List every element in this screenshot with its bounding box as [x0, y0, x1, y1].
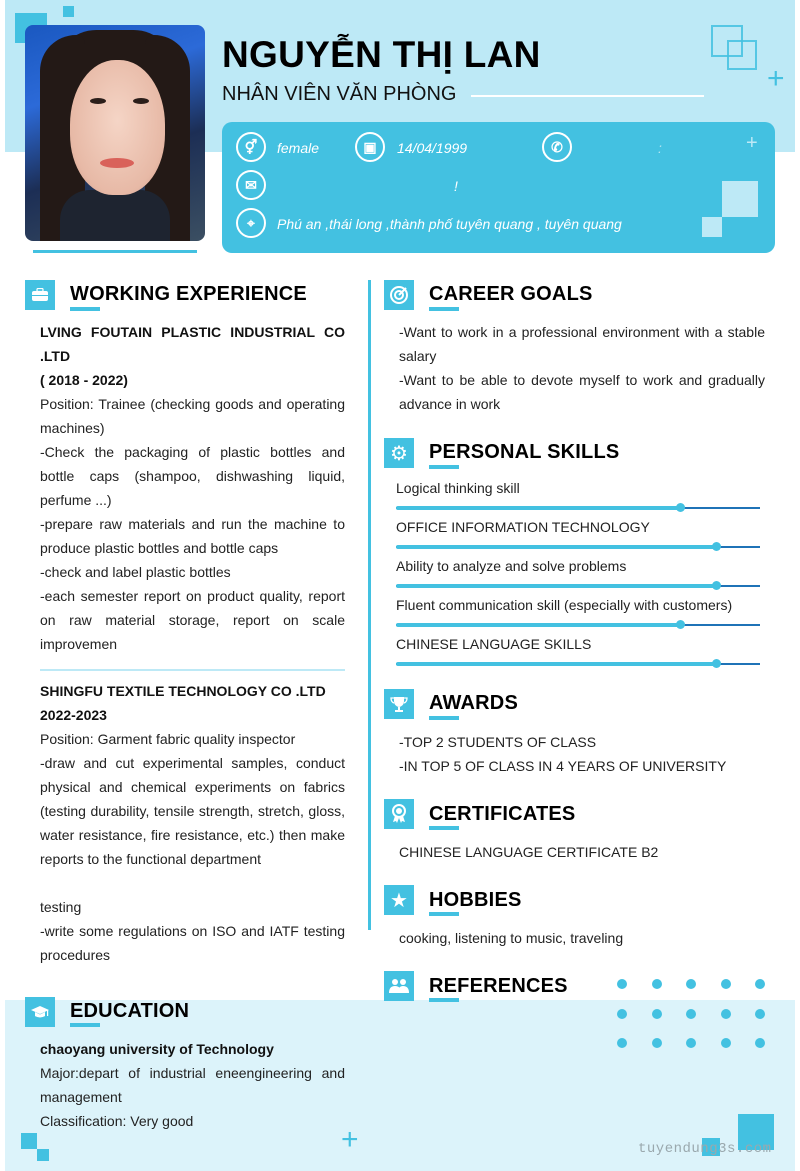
profile-photo [25, 25, 205, 241]
certificate-item: CHINESE LANGUAGE CERTIFICATE B2 [399, 844, 659, 860]
job-duty: -write some regulations on ISO and IATF testing procedures [40, 923, 345, 963]
deco-square [702, 217, 722, 237]
award-item: -TOP 2 STUDENTS OF CLASS [399, 734, 597, 750]
certificates-list [399, 840, 765, 864]
title-rule [471, 95, 704, 97]
deco-square [21, 1133, 37, 1149]
watermark: tuyendung3s.com [638, 1141, 772, 1157]
deco-dot [755, 1009, 765, 1019]
deco-dot [755, 979, 765, 989]
skill-label: CHINESE LANGUAGE SKILLS [396, 636, 592, 652]
section-title-certificates: CERTIFICATES [429, 803, 576, 825]
skill-bar [396, 663, 760, 665]
gender-value: female [277, 140, 320, 156]
deco-dot [686, 1009, 696, 1019]
candidate-name: NGUYỄN THỊ LAN [222, 34, 541, 75]
people-icon [384, 971, 414, 1001]
section-title-awards: AWARDS [429, 692, 518, 714]
deco-dot [617, 979, 627, 989]
award-item: -IN TOP 5 OF CLASS IN 4 YEARS OF UNIVERSITY [399, 758, 727, 774]
skill-label: Logical thinking skill [396, 480, 520, 496]
section-underline [429, 826, 459, 830]
section-underline [429, 716, 459, 720]
section-title-hobbies: HOBBIES [429, 889, 522, 911]
school-name: chaoyang university of Technology [40, 1041, 274, 1057]
skill-bar-fill [396, 662, 716, 666]
job-duty: -Check the packaging of plastic bottles and bottle caps (shampoo, dishwashing liquid, perfume ...) [40, 444, 345, 508]
deco-dot [721, 979, 731, 989]
deco-outline-square [727, 40, 757, 70]
career-goals-list [399, 320, 765, 416]
section-title-education: EDUCATION [70, 1000, 190, 1022]
deco-square [63, 6, 74, 17]
job-1 [40, 320, 345, 656]
deco-dot [652, 1009, 662, 1019]
deco-dot [652, 979, 662, 989]
education-details [40, 1037, 345, 1133]
job-duty: -draw and cut experimental samples, conduct physical and chemical experiments on fabrics (testing durability, tensile strength, stretch, gloss, water resistance, fire resistance, etc.) then make reports to the functional department [40, 755, 345, 867]
career-goal-item: -Want to work in a professional environment with a stable salary [399, 324, 765, 364]
skill-bar-fill [396, 623, 680, 627]
photo-underline [33, 250, 197, 253]
section-underline [429, 998, 459, 1002]
deco-square [722, 181, 758, 217]
deco-dot [755, 1038, 765, 1048]
classification: Classification: Very good [40, 1113, 194, 1129]
skill-bar-knob [712, 542, 721, 551]
skill-bar-fill [396, 584, 716, 588]
skill-label: Fluent communication skill (especially with customers) [396, 597, 733, 613]
job-company: LVING FOUTAIN PLASTIC INDUSTRIAL CO .LTD [40, 324, 345, 364]
section-title-skills: PERSONAL SKILLS [429, 441, 620, 463]
job-position: Position: Garment fabric quality inspector [40, 731, 296, 747]
address-value: Phú an ,thái long ,thành phố tuyên quang , tuyên quang [277, 216, 622, 232]
phone-value: : [658, 140, 662, 156]
deco-plus-icon: + [746, 132, 758, 154]
section-underline [429, 465, 459, 469]
job-duty: testing [40, 899, 82, 915]
major: Major:depart of industrial eneengineering and management [40, 1065, 345, 1105]
email-value: ! [454, 178, 458, 194]
deco-dot [652, 1038, 662, 1048]
briefcase-icon [25, 280, 55, 310]
job-2 [40, 679, 345, 967]
deco-dot [686, 979, 696, 989]
skill-label: Ability to analyze and solve problems [396, 558, 627, 574]
skill-bar [396, 546, 760, 548]
section-underline [429, 307, 459, 311]
trophy-icon [384, 689, 414, 719]
section-title-references: REFERENCES [429, 975, 568, 997]
job-separator [40, 669, 345, 671]
deco-dot [721, 1038, 731, 1048]
skill-bar [396, 585, 760, 587]
gear-icon: ⚙ [384, 438, 414, 468]
section-underline [429, 912, 459, 916]
job-title: NHÂN VIÊN VĂN PHÒNG [222, 83, 457, 105]
phone-icon: ✆ [542, 132, 572, 162]
skill-bar-knob [676, 620, 685, 629]
section-underline [70, 1023, 100, 1027]
star-icon: ★ [384, 885, 414, 915]
deco-dot [617, 1038, 627, 1048]
deco-dot [721, 1009, 731, 1019]
skill-bar-knob [712, 581, 721, 590]
location-icon: ⌖ [236, 208, 266, 238]
calendar-icon: ▣ [355, 132, 385, 162]
skill-bar-fill [396, 545, 716, 549]
awards-list [399, 730, 765, 778]
gender-icon: ⚥ [236, 132, 266, 162]
career-goal-item: -Want to be able to devote myself to work and gradually advance in work [399, 372, 765, 412]
section-title-career-goals: CAREER GOALS [429, 283, 593, 305]
job-duty: -prepare raw materials and run the machine to produce plastic bottles and bottle caps [40, 516, 345, 556]
job-period: 2022-2023 [40, 707, 107, 723]
birthday-value: 14/04/1999 [397, 140, 468, 156]
skill-bar [396, 624, 760, 626]
job-period: ( 2018 - 2022) [40, 372, 128, 388]
column-divider [368, 280, 371, 930]
skill-bar [396, 507, 760, 509]
skill-bar-knob [676, 503, 685, 512]
skill-label: OFFICE INFORMATION TECHNOLOGY [396, 519, 650, 535]
job-duty: -check and label plastic bottles [40, 564, 231, 580]
deco-dot [617, 1009, 627, 1019]
contact-card [222, 122, 775, 253]
deco-dot [686, 1038, 696, 1048]
job-company: SHINGFU TEXTILE TECHNOLOGY CO .LTD [40, 683, 326, 699]
deco-square [37, 1149, 49, 1161]
section-title-experience: WORKING EXPERIENCE [70, 283, 307, 305]
deco-plus-icon: + [341, 1123, 359, 1156]
mail-icon: ✉ [236, 170, 266, 200]
deco-plus-icon: + [767, 62, 785, 95]
medal-icon [384, 799, 414, 829]
job-position: Position: Trainee (checking goods and operating machines) [40, 396, 345, 436]
skill-bar-fill [396, 506, 680, 510]
hobbies-text: cooking, listening to music, traveling [399, 930, 624, 946]
job-duty: -each semester report on product quality, report on raw material storage, report on scale improvemen [40, 588, 345, 652]
graduation-cap-icon [25, 997, 55, 1027]
section-underline [70, 307, 100, 311]
skill-bar-knob [712, 659, 721, 668]
target-icon [384, 280, 414, 310]
